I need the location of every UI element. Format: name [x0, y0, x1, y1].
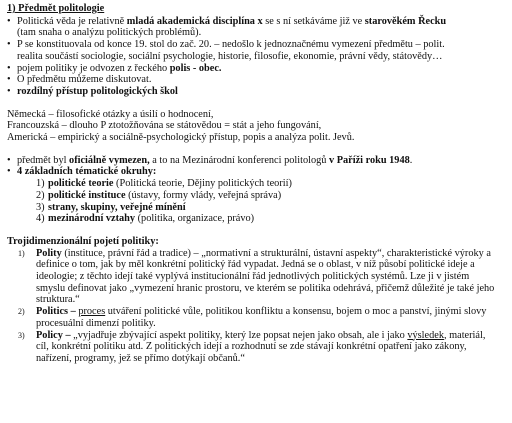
- tri-dimension-list: [4, 248, 508, 365]
- bold-text: Trojidimenzionální pojetí politiky:: [7, 235, 159, 247]
- bullet-text: předmět byl: [17, 154, 70, 166]
- bullet-text: O předmětu můžeme diskutovat.: [17, 74, 152, 86]
- bullet-text: pojem politiky je odvozen z řeckého: [17, 62, 170, 74]
- area-detail: (politika, organizace, právo): [135, 213, 255, 225]
- bold-text: politické teorie: [48, 178, 114, 190]
- tri-text: [36, 306, 508, 329]
- school-line: Německá – filosofické otázky a úsilí o hodnocení,: [7, 108, 214, 120]
- tri-number: 3): [18, 330, 25, 340]
- tri-number: 2): [18, 307, 25, 317]
- bullet-item: [4, 155, 508, 167]
- tri-body: „vyjadřuje zbývající aspekt politiky, který lze popsat nejen jako obsah, ale i jako: [70, 329, 408, 341]
- area-detail: (ústavy, formy vlády, veřejná správa): [125, 189, 282, 201]
- underlined-text: výsledek: [407, 329, 444, 341]
- area-item: [36, 202, 508, 214]
- underlined-text: proces: [78, 306, 106, 318]
- bullet-text: P se konstituovala od konce 19. stol do zač. 20. – nedošlo k jednoznačnému vymezení předmětu – polit.: [17, 39, 445, 51]
- area-item: [36, 190, 508, 202]
- tri-item: [4, 330, 508, 365]
- tri-heading: [7, 236, 508, 248]
- bullet-item: [4, 74, 508, 86]
- spacer: [4, 98, 508, 109]
- school-line: Americká – empirický a sociálně-psychologický přístup, popis a analýza polit. Jevů.: [7, 132, 355, 144]
- schools-paragraph: [7, 109, 508, 144]
- bullet-continuation: realita součástí sociologie, sociální psychologie, historie, filosofie, ekonomie, právní vědy, státovědy…: [17, 50, 443, 62]
- area-number: 2): [36, 189, 45, 201]
- tri-number: 1): [18, 248, 25, 258]
- bold-text: Policy –: [36, 329, 71, 341]
- section-heading: 1) Předmět politologie: [7, 3, 105, 14]
- tri-item: [4, 248, 508, 307]
- tri-body: , materiál, cíl, konkrétní politiku atd. Z politických idejí a rozhodnutí se zde stávají konkrétní opatření jako zákony, nařízení, programy, jež se přímo dotýkají občanů.“: [36, 329, 486, 364]
- bullet-item: [4, 39, 508, 62]
- bold-text: mezinárodní vztahy: [48, 213, 136, 225]
- bullet-item: [4, 16, 508, 39]
- tri-text: [36, 330, 508, 365]
- bullet-text: .: [409, 154, 413, 166]
- bold-text: rozdílný přístup politologických škol: [17, 85, 178, 97]
- areas-list: [36, 178, 508, 225]
- tri-text: [36, 248, 508, 307]
- area-item: [36, 213, 508, 225]
- subject-bullet-list: [4, 155, 508, 178]
- bold-text: strany, skupiny, veřejné mínění: [48, 201, 186, 213]
- bullet-item: [4, 63, 508, 75]
- tri-item: [4, 306, 508, 329]
- area-number: 1): [36, 178, 45, 190]
- bullet-text: a to na Mezinárodní konferenci politologů: [149, 154, 329, 166]
- bold-text: v Paříži roku 1948: [328, 154, 410, 166]
- bold-text: starověkém Řecku: [364, 15, 447, 27]
- area-number: 3): [36, 201, 45, 213]
- intro-bullet-list: [4, 16, 508, 98]
- spacer: [4, 144, 508, 155]
- bullet-text: se s ní setkáváme již ve: [262, 15, 365, 27]
- spacer: [4, 225, 508, 236]
- bullet-continuation: (tam snaha o analýzu politických problémů).: [17, 27, 202, 39]
- area-item: [36, 178, 508, 190]
- area-detail: (Politická teorie, Dějiny politických teorií): [113, 178, 292, 190]
- bold-text: politické instituce: [48, 189, 126, 201]
- bullet-text: Politická věda je relativně: [17, 15, 127, 27]
- document-page: [4, 3, 508, 365]
- tri-body: (instituce, právní řád a tradice) – „normativní a strukturální, ústavní aspekty“, charakteristické výroky a definice o tom, jak by měl konkrétní politický řád vypadat. Jedná se o oblast, v níž působí politické ideje a ideologie; z těchto idejí také vyplývá institucionální řád jednotlivých politických systémů. Lze ji v jistém smyslu definovat jako „vymezení hranic prostoru, ve kterém se politika odehrává, přičemž důležité je také jeho struktura.“: [36, 247, 495, 306]
- area-number: 4): [36, 213, 45, 225]
- bold-text: polis - obec.: [169, 62, 222, 74]
- school-line: Francouzská – dlouho P ztotožňována se státovědou = stát a jeho fungování,: [7, 120, 322, 132]
- bold-text: Politics –: [36, 306, 76, 318]
- bullet-item: [4, 166, 508, 178]
- bold-text: mladá akademická disciplína x: [126, 15, 263, 27]
- bold-text: Polity: [36, 247, 62, 259]
- bold-text: 4 základních tématické okruhy:: [17, 166, 157, 178]
- tri-body: utváření politické vůle, politikou konfliktu a konsensu, bojem o moc a panství, jinými slovy procesuální dimenzí politiky.: [36, 306, 487, 329]
- bold-text: oficiálně vymezen,: [69, 154, 150, 166]
- bullet-item: [4, 86, 508, 98]
